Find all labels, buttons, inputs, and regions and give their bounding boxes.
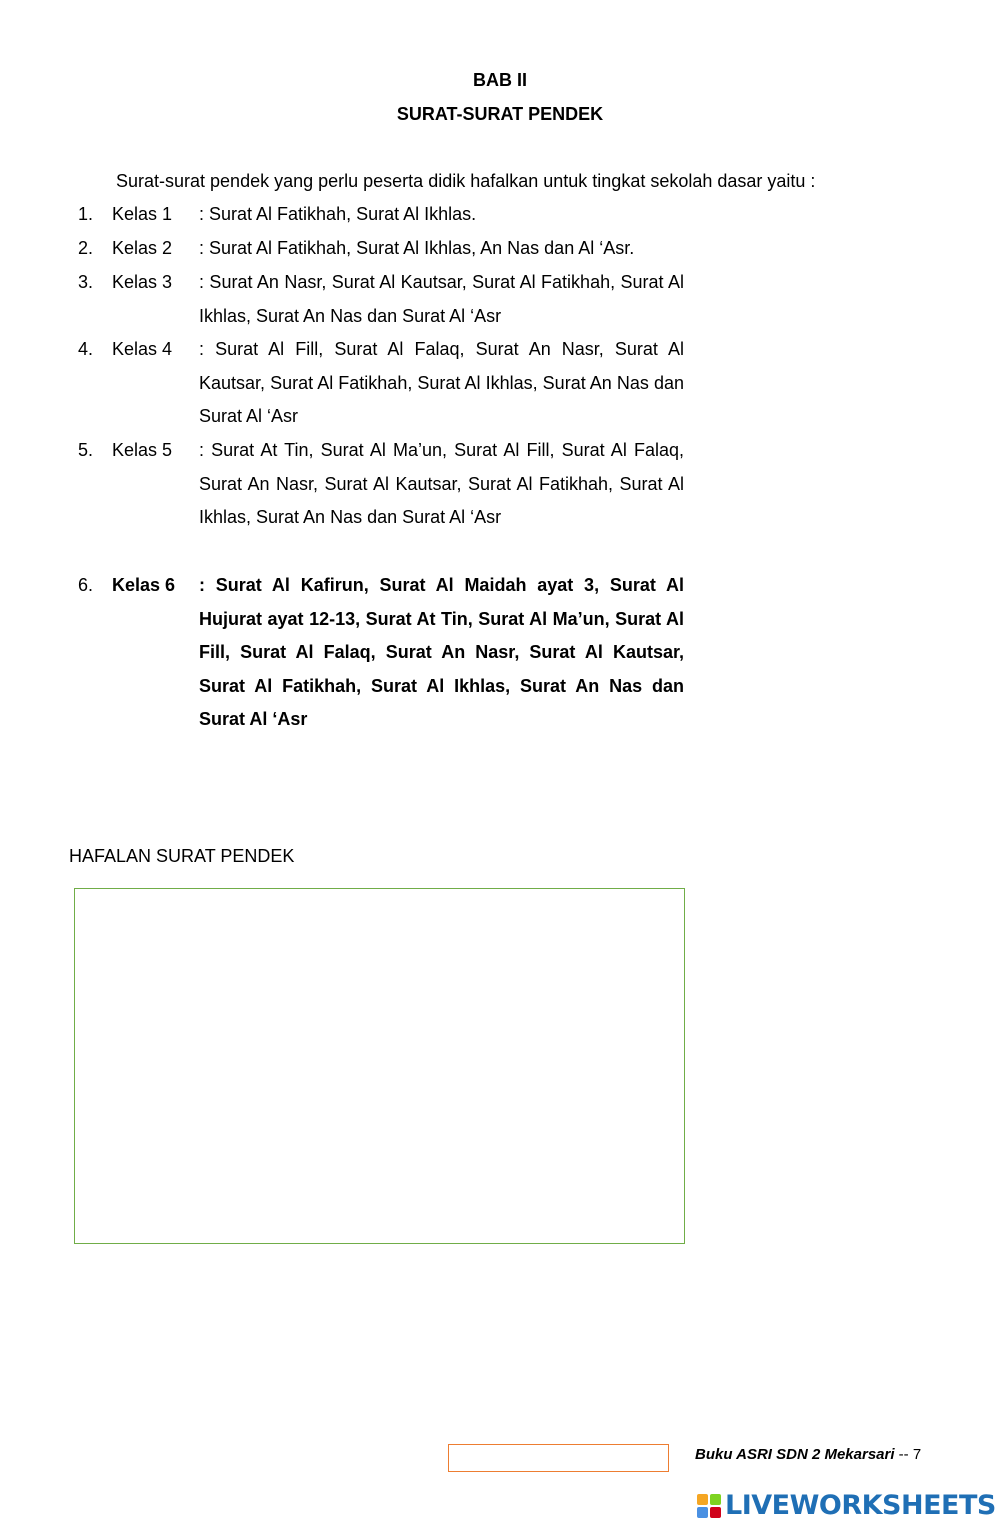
list-item-number: 4. (78, 339, 94, 359)
list-item-description: : Surat At Tin, Surat Al Ma’un, Surat Al Fill, Surat Al Falaq, Surat An Nasr, Surat Al Kautsar, Surat Al Fatikhah, Surat Al Ikhlas, Surat An Nas dan Surat Al ‘Asr (199, 440, 684, 528)
footer-page-number: 7 (912, 1446, 922, 1463)
hafalan-answer-box[interactable] (74, 888, 685, 1244)
footer-separator: -- (894, 1446, 913, 1463)
liveworksheets-icon (697, 1494, 721, 1518)
list-item-number: 6. (78, 575, 94, 595)
footer-book-title: Buku ASRI SDN 2 Mekarsari (695, 1446, 895, 1463)
list-item-class: Kelas 4 (112, 339, 173, 359)
liveworksheets-logo-text: LIVEWORKSHEETS (725, 1490, 996, 1521)
hafalan-label: HAFALAN SURAT PENDEK (69, 846, 295, 866)
list-item-class: Kelas 3 (112, 272, 173, 292)
liveworksheets-logo (697, 1489, 996, 1523)
list-item-description: : Surat An Nasr, Surat Al Kautsar, Surat Al Fatikhah, Surat Al Ikhlas, Surat An Nas dan Surat Al ‘Asr (199, 272, 684, 326)
list-item-number: 2. (78, 238, 94, 258)
footer-page-label (695, 1444, 921, 1466)
list-item-description: : Surat Al Fatikhah, Surat Al Ikhlas. (199, 204, 477, 224)
list-item-class: Kelas 6 (112, 575, 176, 595)
list-item-description: : Surat Al Fatikhah, Surat Al Ikhlas, An Nas dan Al ‘Asr. (199, 238, 635, 258)
list-item-number: 3. (78, 272, 94, 292)
chapter-title: SURAT-SURAT PENDEK (396, 104, 604, 124)
footer-answer-box[interactable] (448, 1444, 669, 1472)
chapter-heading: BAB II (473, 70, 527, 90)
list-item-number: 1. (78, 204, 94, 224)
list-item-class: Kelas 2 (112, 238, 173, 258)
list-item-class: Kelas 1 (112, 204, 173, 224)
list-item-class: Kelas 5 (112, 440, 173, 460)
list-item-description: : Surat Al Fill, Surat Al Falaq, Surat An Nasr, Surat Al Kautsar, Surat Al Fatikhah, Surat Al Ikhlas, Surat An Nas dan Surat Al ‘Asr (199, 339, 684, 427)
intro-text: Surat-surat pendek yang perlu peserta didik hafalkan untuk tingkat sekolah dasar yaitu : (116, 171, 816, 191)
list-item-number: 5. (78, 440, 94, 460)
list-item-description: : Surat Al Kafirun, Surat Al Maidah ayat 3, Surat Al Hujurat ayat 12-13, Surat At Tin, Surat Al Ma’un, Surat Al Fill, Surat Al Falaq, Surat An Nasr, Surat Al Kautsar, Surat Al Fatikhah, Surat Al Ikhlas, Surat An Nas dan Surat Al ‘Asr (199, 575, 684, 730)
